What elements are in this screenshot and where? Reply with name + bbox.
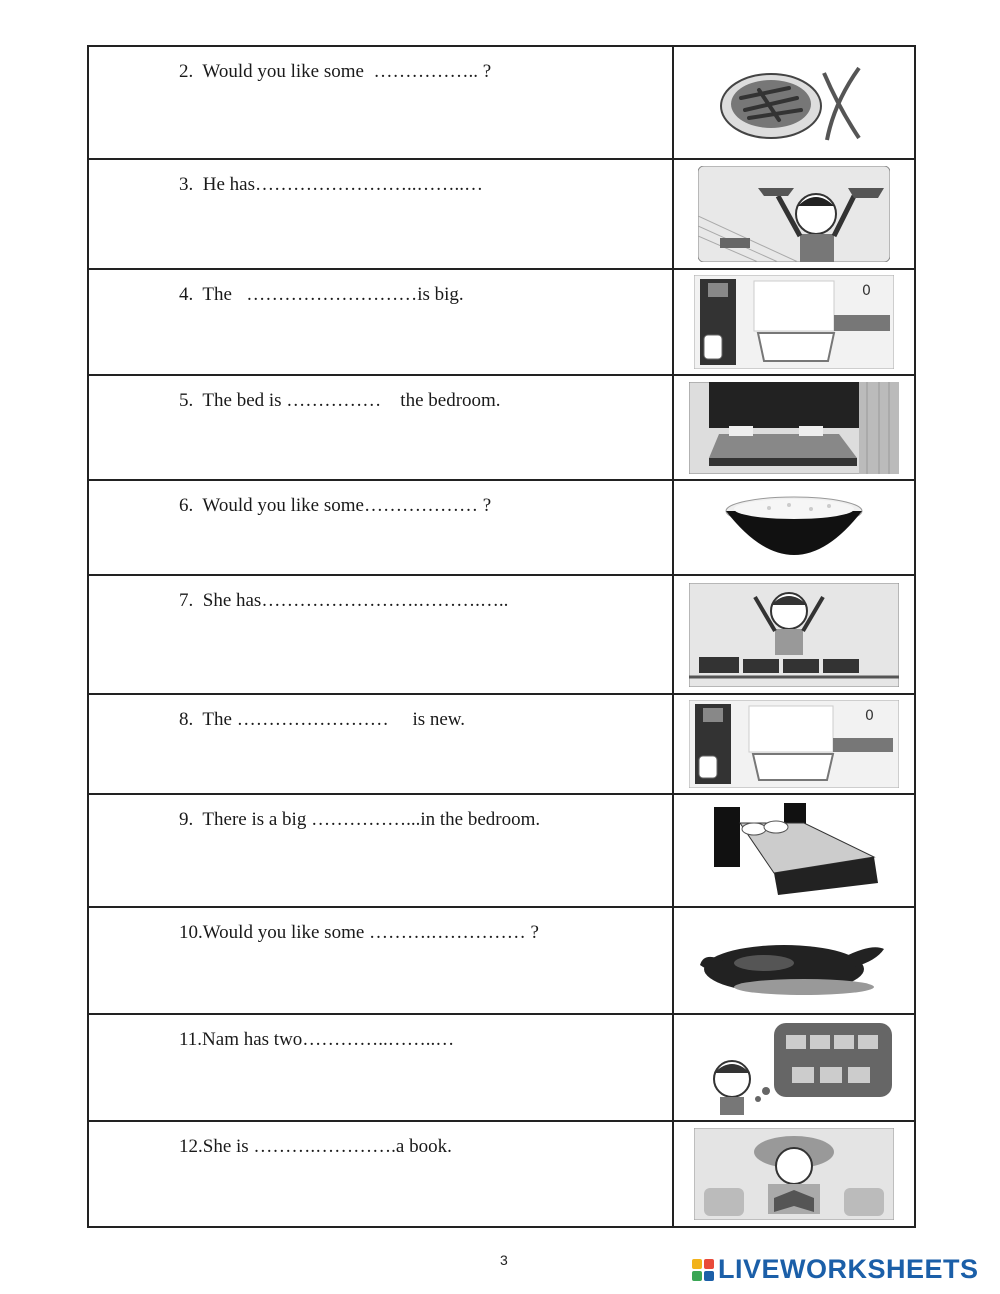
picture-cell	[674, 1015, 914, 1120]
page-number: 3	[500, 1252, 508, 1268]
question-row	[89, 1122, 914, 1226]
question-row	[89, 376, 914, 481]
question-cell	[89, 576, 674, 693]
question-row	[89, 908, 914, 1015]
question-cell	[89, 47, 674, 158]
rice-bowl-picture	[719, 489, 869, 567]
picture-cell	[674, 376, 914, 479]
girl-reading-book-picture	[694, 1128, 894, 1220]
question-text: 3. He has……………………..……..…	[179, 174, 483, 195]
question-row	[89, 47, 914, 160]
question-cell	[89, 1122, 674, 1226]
question-row	[89, 270, 914, 376]
question-row	[89, 1015, 914, 1122]
question-cell	[89, 795, 674, 906]
picture-cell	[674, 481, 914, 574]
question-cell	[89, 270, 674, 374]
picture-cell	[674, 576, 914, 693]
picture-cell	[674, 270, 914, 374]
question-cell	[89, 376, 674, 479]
question-cell	[89, 1015, 674, 1120]
svg-text:0: 0	[862, 283, 871, 299]
question-row	[89, 576, 914, 695]
liveworksheets-icon	[692, 1259, 714, 1281]
roast-chicken-picture	[694, 921, 894, 1001]
question-row	[89, 795, 914, 908]
boy-with-toy-planes-picture	[698, 166, 890, 262]
question-text: 8. The …………………… is new.	[179, 709, 466, 730]
picture-cell	[674, 908, 914, 1013]
question-row	[89, 160, 914, 270]
green-beans-picture	[709, 58, 879, 148]
question-text: 9. There is a big ……………...in the bedroom.	[179, 809, 541, 830]
picture-cell	[674, 1122, 914, 1226]
picture-cell	[674, 160, 914, 268]
bedroom-picture	[689, 382, 899, 474]
question-text: 7. She has…………………….……….…..	[179, 590, 509, 611]
question-cell	[89, 695, 674, 793]
question-text: 5. The bed is …………… the bedroom.	[179, 390, 501, 411]
bathroom-picture	[689, 700, 899, 788]
question-text: 11.Nam has two…………..……..…	[179, 1029, 455, 1050]
question-text: 4. The ………………………is big.	[179, 284, 464, 305]
bathroom-picture	[694, 275, 894, 369]
picture-cell	[674, 795, 914, 906]
worksheet-table	[87, 45, 916, 1228]
bed-picture	[704, 803, 884, 899]
question-text: 6. Would you like some……………… ?	[179, 495, 492, 516]
question-text: 2. Would you like some …………….. ?	[179, 61, 492, 82]
question-text: 10.Would you like some ……….…………… ?	[179, 922, 539, 943]
question-row	[89, 481, 914, 576]
picture-cell	[674, 47, 914, 158]
question-cell	[89, 160, 674, 268]
question-text: 12.She is ……….………….a book.	[179, 1136, 452, 1157]
question-cell	[89, 481, 674, 574]
svg-text:0: 0	[865, 708, 874, 724]
question-row	[89, 695, 914, 795]
brand-name: LIVEWORKSHEETS	[718, 1254, 979, 1284]
liveworksheets-logo	[692, 1254, 979, 1285]
girl-with-toy-trains-picture	[689, 583, 899, 687]
question-cell	[89, 908, 674, 1013]
boy-thinking-of-trains-picture	[694, 1021, 894, 1115]
picture-cell	[674, 695, 914, 793]
